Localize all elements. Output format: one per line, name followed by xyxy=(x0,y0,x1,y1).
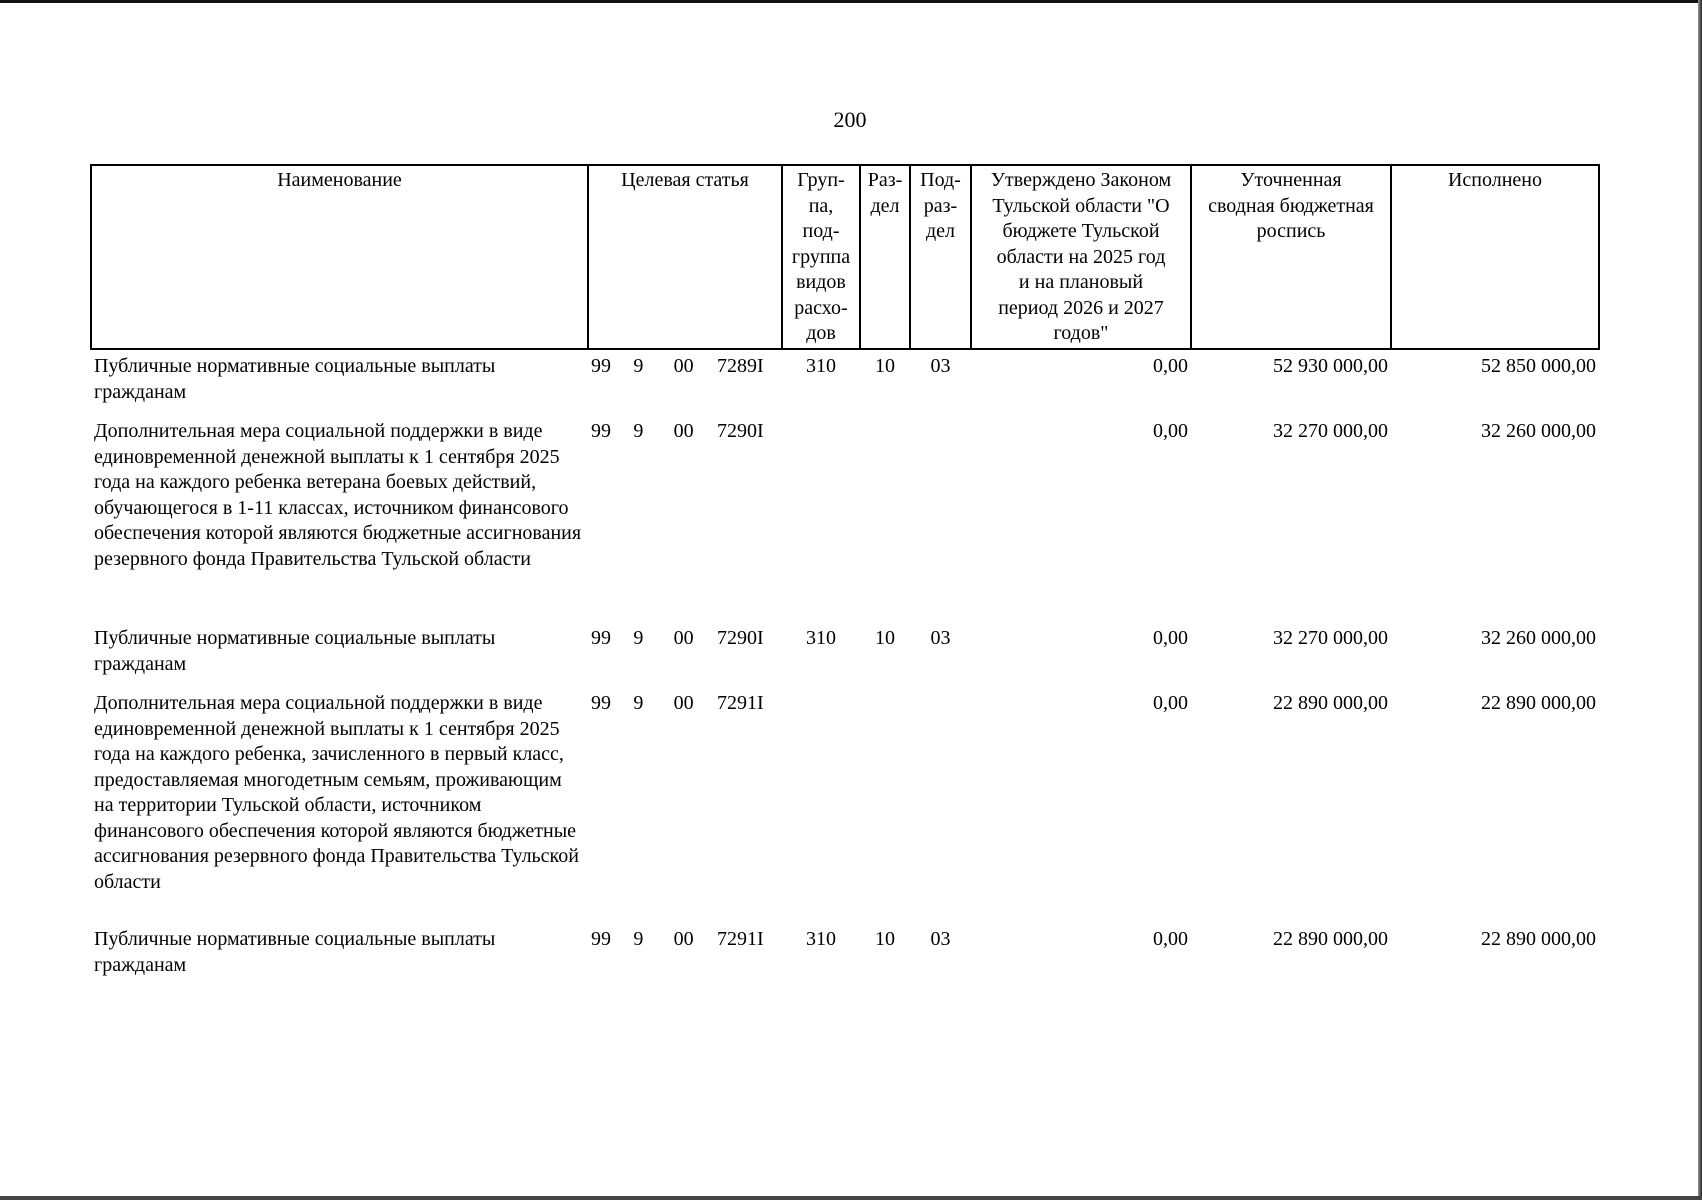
row-section: 10 xyxy=(875,627,895,649)
row-executed: 22 890 000,00 xyxy=(1481,928,1596,950)
code-part-program: 99 xyxy=(591,928,611,950)
row-name: Дополнительная мера социальной поддержки в виде единовременной денежной выплаты к 1 сентября 2025 года на каждого ребенка ветерана боевых действий, обучающегося в 1-11 классах, источником финансового обеспечения которой являются бюджетные ассигнования резервного фонда Правительства Тульской области xyxy=(94,420,582,570)
table-header xyxy=(91,165,1599,349)
row-section xyxy=(860,415,910,626)
header-subsection-label: Под- раз- дел xyxy=(920,169,961,242)
row-refined: 32 270 000,00 xyxy=(1273,420,1388,442)
row-name: Публичные нормативные социальные выплаты гражданам xyxy=(94,627,496,675)
code-part-element: 00 xyxy=(673,692,694,714)
row-executed: 32 260 000,00 xyxy=(1481,627,1596,649)
scan-edge-bottom xyxy=(0,1196,1702,1200)
header-refined xyxy=(1191,165,1391,349)
code-part-element: 00 xyxy=(673,928,694,950)
header-approved xyxy=(971,165,1191,349)
header-section xyxy=(860,165,910,349)
row-name: Дополнительная мера социальной поддержки в виде единовременной денежной выплаты к 1 сентября 2025 года на каждого ребенка, зачисленного в первый класс, предоставляемая многодетным семьям, проживающим на территории Тульской области, источником финансового обеспечения которой являются бюджетные ассигнования резервного фонда Правительства Тульской области xyxy=(94,692,579,893)
row-target-article xyxy=(588,626,782,691)
row-expense-group xyxy=(782,691,860,927)
row-refined: 22 890 000,00 xyxy=(1273,692,1388,714)
row-name: Публичные нормативные социальные выплаты гражданам xyxy=(94,355,496,403)
code-part-direction: 7291I xyxy=(716,928,764,950)
row-name: Публичные нормативные социальные выплаты гражданам xyxy=(94,928,496,976)
code-part-subprogram: 9 xyxy=(633,692,644,714)
row-section: 10 xyxy=(875,355,895,377)
code-part-subprogram: 9 xyxy=(633,627,644,649)
header-section-label: Раз- дел xyxy=(867,169,903,217)
code-part-subprogram: 9 xyxy=(633,928,644,950)
table-row xyxy=(91,349,1599,415)
code-part-direction: 7289I xyxy=(716,355,764,377)
header-target-article: Целевая статья xyxy=(588,165,782,349)
header-approved-label: Утверждено Законом Тульской области "О бюджете Тульской области на 2025 год и на плановый период 2026 и 2027 годов" xyxy=(990,169,1172,344)
row-expense-group xyxy=(782,415,860,626)
scan-edge-right xyxy=(1698,0,1702,1200)
row-approved: 0,00 xyxy=(1153,627,1188,649)
code-part-direction: 7290I xyxy=(716,627,764,649)
row-target-article xyxy=(588,415,782,626)
code-part-direction: 7290I xyxy=(716,420,764,442)
row-subsection xyxy=(910,691,971,927)
code-part-element: 00 xyxy=(673,627,694,649)
table-row xyxy=(91,927,1599,987)
row-executed: 52 850 000,00 xyxy=(1481,355,1596,377)
table-row xyxy=(91,691,1599,927)
header-expense-group-label: Груп- па, под- группа видов расхо- дов xyxy=(791,169,851,344)
code-part-program: 99 xyxy=(591,355,611,377)
row-approved: 0,00 xyxy=(1153,355,1188,377)
row-executed: 32 260 000,00 xyxy=(1481,420,1596,442)
row-executed: 22 890 000,00 xyxy=(1481,692,1596,714)
row-section xyxy=(860,691,910,927)
row-subsection: 03 xyxy=(930,627,951,649)
row-expense-group: 310 xyxy=(806,355,836,377)
header-expense-group xyxy=(782,165,860,349)
code-part-program: 99 xyxy=(591,420,611,442)
code-part-subprogram: 9 xyxy=(633,420,644,442)
row-subsection: 03 xyxy=(930,928,951,950)
header-subsection xyxy=(910,165,971,349)
row-approved: 0,00 xyxy=(1153,692,1188,714)
row-target-article xyxy=(588,691,782,927)
row-refined: 52 930 000,00 xyxy=(1273,355,1388,377)
code-part-subprogram: 9 xyxy=(633,355,644,377)
row-refined: 22 890 000,00 xyxy=(1273,928,1388,950)
budget-execution-table xyxy=(90,164,1600,987)
page-number: 200 xyxy=(833,107,867,132)
header-refined-label: Уточненная сводная бюджетная роспись xyxy=(1208,169,1374,242)
code-part-program: 99 xyxy=(591,692,611,714)
code-part-element: 00 xyxy=(673,355,694,377)
row-target-article xyxy=(588,927,782,987)
row-subsection xyxy=(910,415,971,626)
row-expense-group: 310 xyxy=(806,627,836,649)
row-refined: 32 270 000,00 xyxy=(1273,627,1388,649)
row-approved: 0,00 xyxy=(1153,928,1188,950)
row-approved: 0,00 xyxy=(1153,420,1188,442)
header-name: Наименование xyxy=(91,165,588,349)
header-executed: Исполнено xyxy=(1391,165,1599,349)
row-target-article xyxy=(588,349,782,415)
table-row xyxy=(91,415,1599,626)
table-row xyxy=(91,626,1599,691)
row-expense-group: 310 xyxy=(806,928,836,950)
code-part-element: 00 xyxy=(673,420,694,442)
code-part-direction: 7291I xyxy=(716,692,764,714)
table-body xyxy=(91,349,1599,987)
row-subsection: 03 xyxy=(930,355,951,377)
scan-edge-top xyxy=(0,0,1702,3)
code-part-program: 99 xyxy=(591,627,611,649)
row-section: 10 xyxy=(875,928,895,950)
